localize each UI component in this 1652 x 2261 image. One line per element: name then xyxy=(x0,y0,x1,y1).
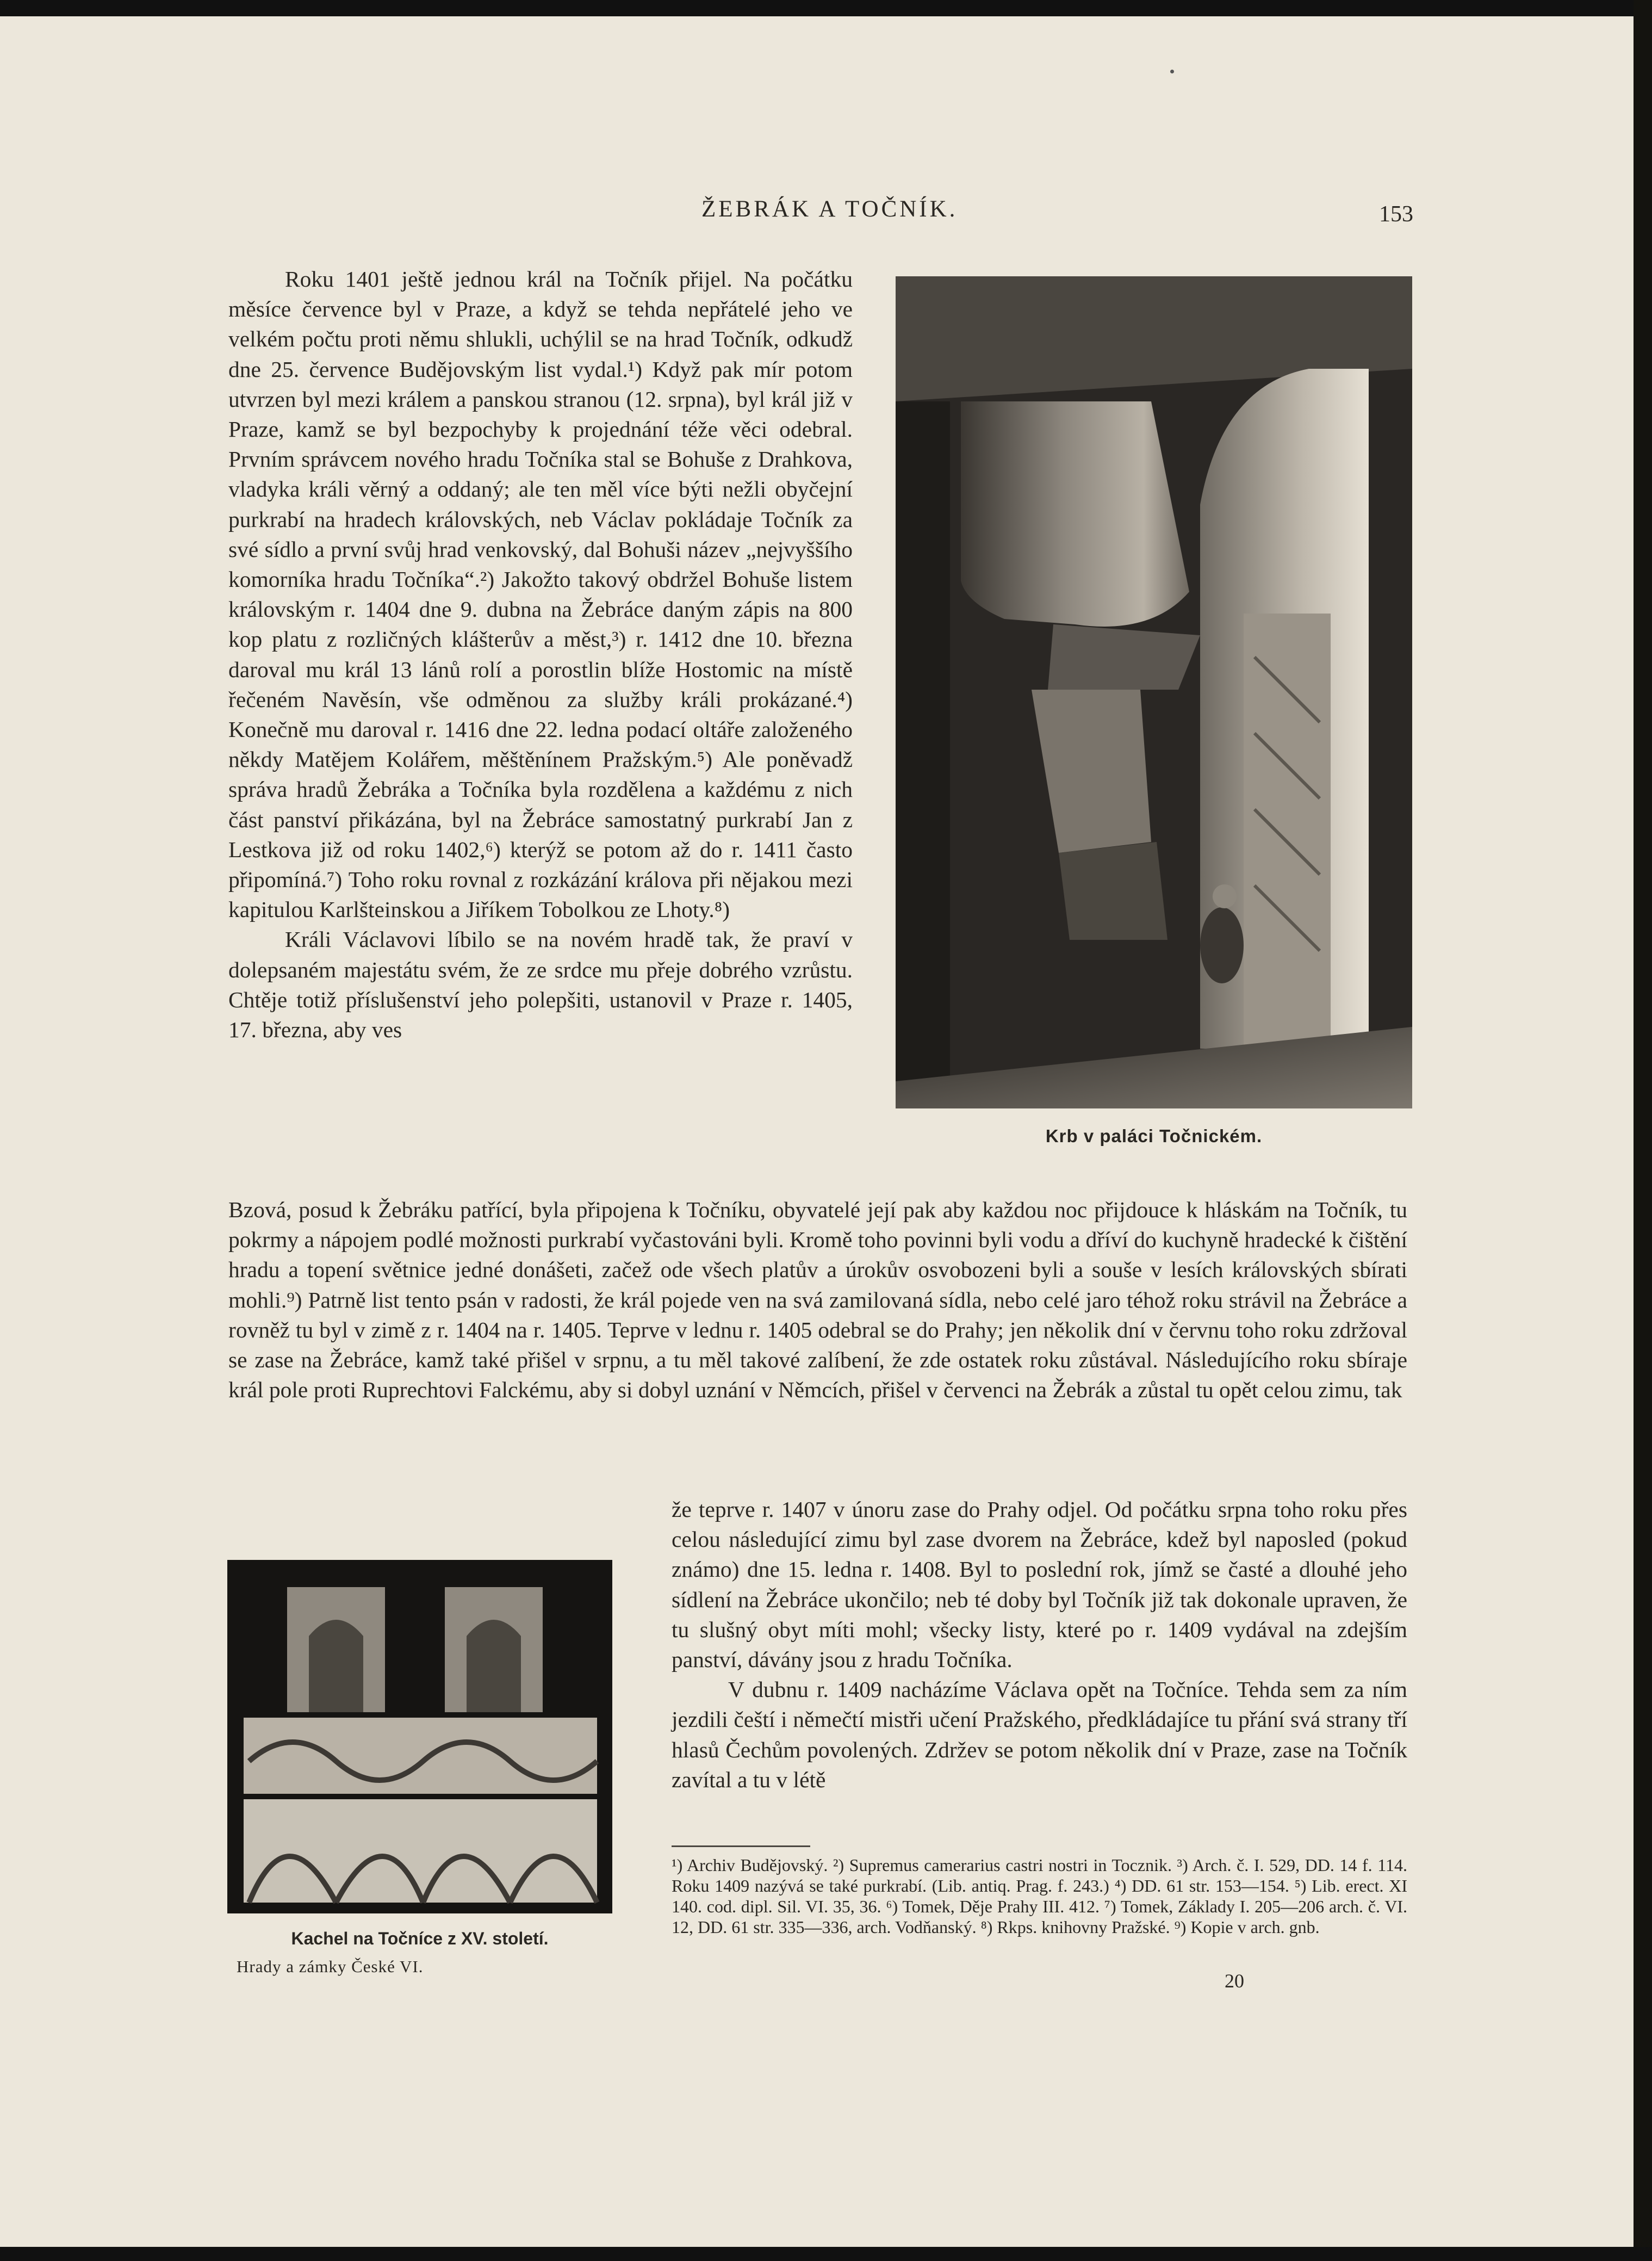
scan-border-right xyxy=(1634,0,1652,2261)
full-width-text xyxy=(228,1195,1407,1405)
hearth-caption: Krb v paláci Točnickém. xyxy=(1045,1126,1263,1146)
chimney-hood xyxy=(961,401,1189,627)
figure-head xyxy=(1213,884,1237,908)
tile-caption: Kachel na Točníce z XV. století. xyxy=(291,1929,549,1948)
hood-ledge xyxy=(1048,624,1200,690)
signature-mark: 20 xyxy=(1225,1970,1244,1992)
gothic-arch-right xyxy=(467,1620,521,1712)
paper-speck xyxy=(1170,70,1174,73)
series-credit: Hrady a zámky České VI. xyxy=(237,1957,424,1976)
paragraph-1: Roku 1401 ještě jednou král na Točník přijel. Na počátku měsíce července byl v Praze, a když se tehda nepřátelé jeho ve velkém počtu proti němu shlukli, uchýlil se na hrad Točník, odkudž dne 25. července Budějovským list vydal.¹) Když pak mír potom utvrzen byl mezi králem a panskou stranou (12. srpna), byl král již v Praze, kamž se byl bezpochyby k projednání téže věci odebral. Prvním správcem nového hradu Točníka stal se Bohuše z Drahkova, vladyka králi věrný a oddaný; ale ten měl více býti nežli obyčejní purkrabí na hradech královských, neb Václav pokládaje Točník za své sídlo a první svůj hrad venkovský, dal Bohuši název „nejvyššího komorníka hradu Točníka“.²) Jakožto takový obdržel Bohuše listem královským r. 1404 dne 9. dubna na Žebráce daným zápis na 800 kop platu z rozličných klášterův a měst,³) r. 1412 dne 10. března daroval mu král 13 lánů rolí a porostlin blíže Hostomic na místě řečeném Navěsín, vše odměnou za služby králi prokázané.⁴) Konečně mu daroval r. 1416 dne 22. ledna podací oltáře založeného někdy Matějem Kolářem, měštěnínem Pražským.⁵) Ale poněvadž správa hradů Žebráka a Točníka byla rozdělena a každému z nich část panství přikázána, byl na Žebráce samostatný purkrabí Jan z Lestkova již od roku 1402,⁶) kterýž se potom až do r. 1411 často připomíná.⁷) Toho roku rovnal z rozkázání králova při nějakou mezi kapitulou Karlšteinskou a Jiříkem Tobolkou ze Lhoty.⁸) xyxy=(228,267,853,922)
paragraph-2-continued: Bzová, posud k Žebráku patřící, byla připojena k Točníku, obyvatelé její pak aby každou noc přijdouce k hláskám na Točník, tu pokrmy a nápojem podlé možnosti purkrabí vyčastováni byli. Kromě toho povinni byli vodu a dříví do kuchyně hradecké k čištění hradu a topení světnice jedné donášeti, začež ode všech platův a úrokův osvobozeni byli a souše v lesích královských sbírati mohli.⁹) Patrně list tento psán v radosti, že král pojede ven na svá zamilovaná sídla, nebo celé jaro téhož roku strávil na Žebráce a rovněž tu byl v zimě z r. 1404 na r. 1405. Teprve v lednu r. 1405 odebral se do Prahy; jen několik dní v červnu toho roku zdržoval se zase na Žebráce, kamž také přišel v srpnu, a tu měl takové zalíbení, že zde ostatek roku zůstával. Následujícího roku sbíraje král pole proti Ruprechtovi Falckému, aby si dobyl uznání v Němcích, přišel v červenci na Žebrák a zůstal tu opět celou zimu, tak xyxy=(228,1197,1407,1403)
hearth-base xyxy=(1059,842,1167,940)
tile-frieze xyxy=(244,1718,597,1794)
hearth-engraving xyxy=(896,276,1412,1108)
dark-wall-left xyxy=(896,401,950,1081)
scan-border-top xyxy=(0,0,1652,16)
seated-figure xyxy=(1200,907,1244,983)
stove-tile-illustration xyxy=(227,1560,612,1913)
tile-tracery xyxy=(244,1799,597,1903)
paragraph-3: V dubnu r. 1409 nacházíme Václava opět na Točníce. Tehda sem za ním jezdili čeští i němečtí mistři učení Pražského, předkládajíce tu přání svá strany tří hlasů Čechům povolených. Zdržev se potom několik dní v Praze, zase na Točník zavítal a tu v létě xyxy=(672,1677,1407,1792)
left-column-text xyxy=(228,264,853,1045)
footnotes: ¹) Archiv Budějovský. ²) Supremus camerarius castri nostri in Tocznik. ³) Arch. č. I. 529, DD. 14 f. 114. Roku 1409 nazývá se také purkrabí. (Lib. antiq. Prag. f. 243.) ⁴) DD. 61 str. 153—154. ⁵) Lib. erect. XI 140. cod. dipl. Sil. VI. 35, 36. ⁶) Tomek, Děje Prahy III. 412. ⁷) Tomek, Základy I. 205—206 arch. č. VI. 12, DD. 61 str. 335—336, arch. Vodňanský. ⁸) Rkps. knihovny Pražské. ⁹) Kopie v arch. gnb. xyxy=(672,1855,1407,1937)
scan-border-bottom xyxy=(0,2247,1652,2261)
gothic-arch-left xyxy=(309,1620,363,1712)
footnote-rule xyxy=(672,1845,810,1847)
paragraph-2-end: že teprve r. 1407 v únoru zase do Prahy odjel. Od počátku srpna toho roku přes celou následující zimu byl zase dvorem na Žebráce, kdež byl naposled (pokud známo) dne 15. ledna r. 1408. Byl to poslední rok, jímž se časté a dlouhé jeho sídlení na Žebráce ukončilo; neb té doby byl Točník již tak dokonale upraven, že tu slušný obyt míti mohl; všecky listy, které po r. 1409 vydával na zdejším panství, dávány jsou z hradu Točníka. xyxy=(672,1497,1407,1672)
paragraph-2-start: Králi Václavovi líbilo se na novém hradě tak, že praví v dolepsaném majestátu svém, že ze srdce mu přeje dobrého vzrůstu. Chtěje totiž příslušenství jeho polepšiti, ustanovil v Praze r. 1405, 17. března, aby ves xyxy=(228,927,853,1043)
page-number: 153 xyxy=(1379,202,1413,227)
wooden-door xyxy=(1244,614,1331,1049)
running-title: ŽEBRÁK A TOČNÍK. xyxy=(701,196,958,222)
right-column-text xyxy=(672,1495,1407,1795)
